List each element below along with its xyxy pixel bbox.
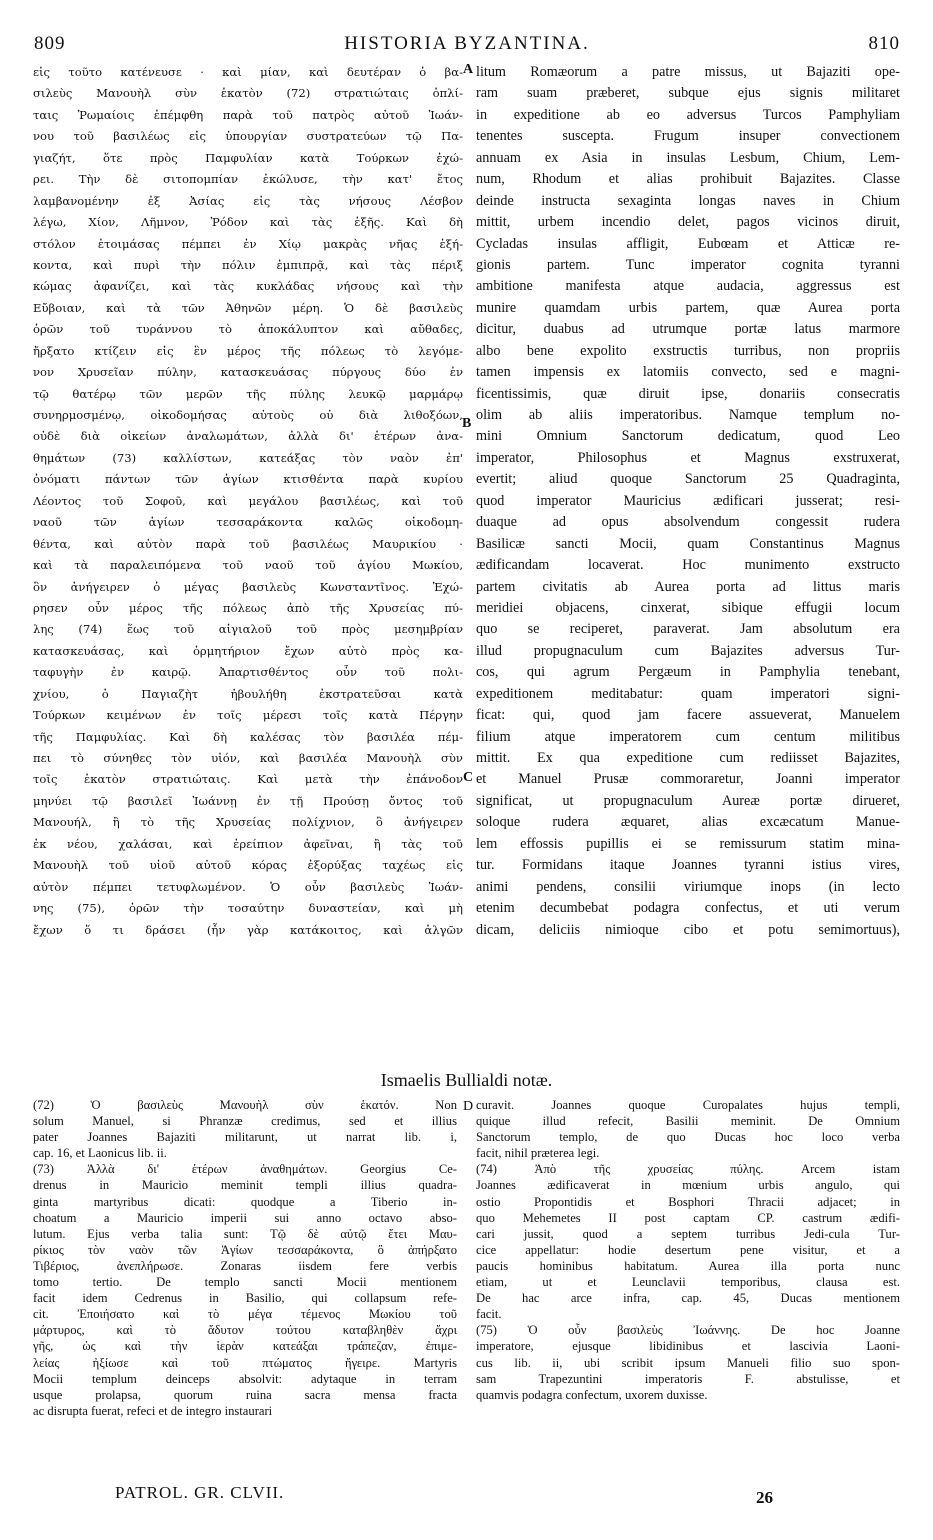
note-line-right: De hac arce infra, cap. 45, Ducas mentionem bbox=[476, 1291, 900, 1306]
note-line-right: Joannes ædificaverat in mœnium urbis angulo, qui bbox=[476, 1178, 900, 1193]
notes-right-column bbox=[476, 1097, 900, 1403]
note-line-left: cit. Ἐποιήσατο καὶ τὸ μέγα τέμενος Μωκίου τοῦ bbox=[33, 1307, 457, 1322]
note-line-right: quique illud refecit, Basilii meminit. De Omnium bbox=[476, 1114, 900, 1129]
latin-text-line: annuam ex Asia in insulas Lesbum, Chium, Lem- bbox=[476, 149, 900, 166]
greek-text-line: Τούρκων κειμένων ἐν τοῖς μέρεσι τοῖς κατὰ Πέργην bbox=[33, 708, 463, 723]
note-line-left: solum Manuel, si Phranzæ credimus, sed et illius bbox=[33, 1114, 457, 1129]
note-line-left: Mocii templum deinceps absolvit: adytaque in terram bbox=[33, 1371, 457, 1386]
latin-text-line: ficentissimis, quæ diruit ipse, donariis consecratis bbox=[476, 385, 900, 402]
greek-text-line: ὁρῶν τοῦ τυράννου τὸ ἀποκάλυπτον καὶ αὔθαδες, bbox=[33, 322, 463, 337]
note-line-right: facit. bbox=[476, 1307, 502, 1322]
note-line-right: ostio Propontidis et Bosphori Thracii adjacet; in bbox=[476, 1194, 900, 1209]
note-line-right: quamvis podagra confectum, uxorem duxisse. bbox=[476, 1387, 708, 1402]
latin-text-line: ædificandam locaverat. Hoc munimento exstructo bbox=[476, 557, 900, 574]
note-line-left: facit idem Cedrenus in Basilio, qui collapsum refe- bbox=[33, 1291, 457, 1306]
greek-text-line: νου τοῦ βασιλέως εἰς ὑπουργίαν συστρατεύων τῷ Πα- bbox=[33, 129, 463, 144]
greek-text-line: στόλον ἑτοιμάσας πέμπει ἐν Χίῳ μακρὰς νῆας ἑξή- bbox=[33, 236, 463, 251]
latin-text-line: albo bene expolito exstructis turribus, non propriis bbox=[476, 342, 900, 359]
latin-text-line: lem effossis pupillis ei se remissurum statim mina- bbox=[476, 835, 900, 852]
margin-marker-a: A bbox=[463, 62, 474, 77]
greek-text-line: λέγω, Χίον, Λῆμνον, Ῥόδον καὶ τὰς ἑξῆς. Καὶ δὴ bbox=[33, 215, 463, 230]
latin-text-line: Basilicæ sancti Mocii, quam Constantinus Magnus bbox=[476, 535, 900, 552]
notes-left-column bbox=[33, 1097, 457, 1419]
latin-text-line: num, Rhodum et alias prohibuit Bajazites. Classe bbox=[476, 171, 900, 188]
running-title: HISTORIA BYZANTINA. bbox=[344, 33, 590, 54]
latin-column bbox=[476, 62, 900, 941]
greek-text-line: χνίου, ὁ Παγιαζὴτ ἠβουλήθη ἐκστρατεῦσαι κατὰ bbox=[33, 686, 463, 701]
running-header bbox=[34, 33, 900, 57]
note-line-right: (74) Ἀπὸ τῆς χρυσείας πύλης. Arcem istam bbox=[476, 1162, 900, 1177]
latin-text-line: tenentes suscepta. Frugum insuper convectionem bbox=[476, 128, 900, 145]
note-line-left: Τιβέριος, ἀνεπλήρωσε. Zonaras iisdem fere verbis bbox=[33, 1258, 457, 1273]
latin-text-line: imperator, Philosophus et Magnus exstruxerat, bbox=[476, 449, 900, 466]
greek-text-line: ἤρξατο κτίζειν εἰς ἓν μέρος τῆς πόλεως τὸ λεγόμε- bbox=[33, 343, 463, 358]
note-line-left: ginta martyribus dicati: quodque a Tiberio in- bbox=[33, 1194, 457, 1209]
note-line-left: cap. 16, et Laonicus lib. ii. bbox=[33, 1146, 167, 1161]
latin-text-line: olim ab aliis imperatoribus. Namque templum no- bbox=[476, 407, 900, 423]
latin-text-line: expeditionem meditabatur: quam imperatori signi- bbox=[476, 685, 900, 702]
greek-text-line: τῆς Παμφυλίας. Καὶ δὴ καλέσας τὸν βασιλέα πέμ- bbox=[33, 729, 463, 744]
latin-text-line: meridiei objacens, cinxerat, sibique effugii locum bbox=[476, 599, 900, 616]
note-line-left: usque prolapsa, quorum ruina sacra mensa fracta bbox=[33, 1387, 457, 1402]
latin-text-line: gionis partem. Tunc imperator cognita tyranni bbox=[476, 256, 900, 273]
latin-text-line: quod imperator Mauricius ædificari jusserat; resi- bbox=[476, 492, 900, 509]
latin-text-line: dicitur, duabus ad utrumque portæ latus marmore bbox=[476, 321, 900, 338]
note-line-left: λείας ἠξίωσε καὶ τοῦ πτώματος ἤγειρε. Martyris bbox=[33, 1355, 457, 1370]
latin-text-line: duaque ad opus absolvendum congessit rudera bbox=[476, 514, 900, 531]
greek-text-line: ταφυγὴν ἐν καιρῷ. Ἀπαρτισθέντος οὖν τοῦ πολι- bbox=[33, 665, 463, 680]
greek-text-line: μηνύει τῷ βασιλεῖ Ἰωάννῃ ἐν τῇ Προύσῃ ὄντος τοῦ bbox=[33, 793, 463, 808]
latin-text-line: ambitione manifesta atque audacia, aggressus est bbox=[476, 278, 900, 295]
greek-text-line: Μανουήλ, ἢ τὸ τῆς Χρυσείας πολίχνιον, ὃ ἀνήγειρεν bbox=[33, 815, 463, 830]
latin-text-line: quo se reciperet, paraverat. Jam absolutum era bbox=[476, 621, 900, 638]
latin-text-line: ram suam præberet, subque ejus signis militaret bbox=[476, 85, 900, 102]
latin-text-line: Cycladas insulas affligit, Eubœam et Atticæ re- bbox=[476, 235, 900, 252]
greek-text-line: ναοῦ τῶν ἁγίων τεσσαράκοντα καλῶς οἰκοδομη- bbox=[33, 515, 463, 530]
latin-text-line: mittit. Ex qua expeditione cum rediisset Bajazites, bbox=[476, 750, 900, 766]
margin-marker-d: D bbox=[463, 1099, 474, 1114]
greek-text-line: οὐδὲ διὰ οἰκείων ἀναλωμάτων, ἀλλὰ δι' ἑτέρων ἀνα- bbox=[33, 429, 463, 444]
latin-text-line: illud propugnaculum cum Bajazites adversus Tur- bbox=[476, 642, 900, 659]
latin-text-line: mittit, urbem incendio delet, pagos vicinos diruit, bbox=[476, 214, 900, 231]
note-line-left: (72) Ὁ βασιλεὺς Μανουὴλ σὺν ἑκατόν. Non bbox=[33, 1098, 457, 1112]
greek-text-line: Εὔβοιαν, καὶ τὰ τῶν Ἀθηνῶν μέρη. Ὁ δὲ βασιλεὺς bbox=[33, 300, 463, 315]
note-line-left: μάρτυρος, καὶ τὸ ἄδυτον τούτου καταβληθὲν ἄχρι bbox=[33, 1323, 457, 1338]
greek-text-line: ταις Ῥωμαίοις ἐπέμφθη παρὰ τοῦ πατρὸς αὐτοῦ Ἰωάν- bbox=[33, 107, 463, 122]
latin-text-line: ficat: qui, quod jam facere assueverat, Manuelem bbox=[476, 707, 900, 724]
note-line-left: pater Joannes Bajaziti militarunt, ut narrat lib. i, bbox=[33, 1130, 457, 1145]
greek-text-line: συνηρμοσμένῳ, οἰκοδομήσας αὐτοὺς οὐ διὰ λιθοξόων, bbox=[33, 408, 463, 422]
note-line-right: cari jussit, quod a septem turribus Jedi-cula Tur- bbox=[476, 1226, 900, 1241]
latin-text-line: mini Omnium Sanctorum dedicatum, quod Leo bbox=[476, 428, 900, 445]
note-line-right: quo Mehemetes II post captam CP. castrum ædifi- bbox=[476, 1210, 900, 1225]
latin-text-line: animi pendens, consilii viriumque inops (in lecto bbox=[476, 878, 900, 895]
latin-text-line: deinde instructa sexaginta longas naves in Chium bbox=[476, 192, 900, 209]
latin-text-line: in expeditione ab eo adversus Turcos Pamphyliam bbox=[476, 106, 900, 123]
greek-text-line: λης (74) ἕως τοῦ αἰγιαλοῦ τοῦ πρὸς μεσημβρίαν bbox=[33, 622, 463, 637]
greek-text-line: λαμβανομένην ἐξ Ἀσίας εἰς τὰς νήσους Λέσβον bbox=[33, 193, 463, 208]
greek-text-line: τῷ θατέρῳ τῶν μερῶν τῆς πύλης λευκῷ μαρμάρῳ bbox=[33, 386, 463, 401]
footer-sheet-number: 26 bbox=[756, 1488, 773, 1507]
latin-text-line: soloque rudera æquaret, alias excæcatum Manue- bbox=[476, 814, 900, 831]
greek-column bbox=[33, 62, 463, 941]
note-line-right: paucis hominibus habitatum. Aurea illa porta nunc bbox=[476, 1258, 900, 1273]
greek-text-line: κώμας ἀφανίζει, καὶ τὰς κυκλάδας νήσους καὶ τὴν bbox=[33, 279, 463, 294]
latin-text-line: cos, qui agrum Pergæum in Pamphylia tenebant, bbox=[476, 664, 900, 681]
greek-text-line: πει τὸ σύνηθες τὸν υἱόν, καὶ βασιλέα Μανουὴλ σὺν bbox=[33, 751, 463, 765]
note-line-right: facit, nihil præterea legi. bbox=[476, 1146, 600, 1161]
greek-text-line: εἰς τοῦτο κατένευσε · καὶ μίαν, καὶ δευτέραν ὁ βα- bbox=[33, 65, 463, 79]
note-line-left: γῆς, ὡς καὶ τὴν ἱερὰν κατεάξαι τράπεζαν, ἐπιμε- bbox=[33, 1339, 457, 1354]
greek-text-line: ὃν ἀνήγειρεν ὁ μέγας βασιλεὺς Κωνσταντῖνος. Ἐχώ- bbox=[33, 579, 463, 594]
note-line-left: (73) Ἀλλὰ δι' ἑτέρων ἀναθημάτων. Georgius Ce- bbox=[33, 1162, 457, 1177]
greek-text-line: θημάτων (73) καλλίστων, κατεάξας τὸν ναὸν ἐπ' bbox=[33, 450, 463, 465]
greek-text-line: σιλεὺς Μανουὴλ σὺν ἑκατὸν (72) στρατιώταις ὁπλί- bbox=[33, 86, 463, 101]
page-number-left: 809 bbox=[34, 33, 66, 54]
greek-text-line: Μανουὴλ τοῦ υἱοῦ αὐτοῦ κόρας ἐξορύξας ταχέως εἰς bbox=[33, 858, 463, 873]
latin-text-line: partem civitatis ab Aurea porta ad littus maris bbox=[476, 578, 900, 595]
note-line-right: etiam, ut et Leunclavii temporibus, clausa est. bbox=[476, 1275, 900, 1290]
greek-text-line: ἐκ νέου, χαλάσαι, καὶ ἐρείπιον ἀφεῖναι, ἢ τὰς τοῦ bbox=[33, 836, 463, 851]
latin-text-line: etenim decumbebat podagra confectus, et uti verum bbox=[476, 900, 900, 917]
note-line-right: Sanctorum templo, de quo Ducas hoc loco verba bbox=[476, 1130, 900, 1145]
note-line-left: choatum a Mauricio imperii sui anno octavo abso- bbox=[33, 1210, 457, 1225]
note-line-right: cus lib. ii, ubi scribit ipsum Manueli filio suo spon- bbox=[476, 1355, 900, 1370]
note-line-left: lutum. Ejus verba talia sunt: Τῷ δὲ αὐτῷ ἔτει Μαυ- bbox=[33, 1226, 457, 1241]
footer-signature: PATROL. GR. CLVII. bbox=[115, 1483, 285, 1502]
greek-text-line: θέντα, καὶ αὐτὸν παρὰ τοῦ βασιλέως Μαυρικίου · bbox=[33, 536, 463, 551]
greek-text-line: τοῖς ἑκατὸν στρατιώταις. Καὶ μετὰ τὴν ἐπάνοδον bbox=[33, 772, 463, 787]
note-line-right: imperatore, ejusque libidinibus et lascivia Laoni- bbox=[476, 1339, 900, 1354]
margin-marker-c: C bbox=[463, 770, 474, 785]
greek-text-line: Λέοντος τοῦ Σοφοῦ, καὶ μεγάλου βασιλέως, καὶ τοῦ bbox=[33, 493, 463, 508]
greek-text-line: αὐτὸν πέμπει τετυφλωμένον. Ὁ οὖν βασιλεὺς Ἰωάν- bbox=[33, 879, 463, 894]
note-line-left: ρίκιος τὸν ναὸν τῶν Ἁγίων τεσσαράκοντα, ὃ ἀπήρξατο bbox=[33, 1242, 457, 1257]
notes-title: Ismaelis Bullialdi notæ. bbox=[380, 1070, 553, 1090]
note-line-right: curavit. Joannes quoque Curopalates hujus templi, bbox=[476, 1098, 900, 1112]
note-line-left: tomo tertio. De templo sancti Mocii mentionem bbox=[33, 1275, 457, 1290]
latin-text-line: significat, ut propugnaculum Aureæ portæ dirueret, bbox=[476, 792, 900, 809]
greek-text-line: κατασκευάσας, καὶ ὁρμητήριον ἔχων αὐτὸ πρὸς κα- bbox=[33, 643, 463, 658]
greek-text-line: γιαζήτ, ὅτε πρὸς Παμφυλίαν κατὰ Τούρκων ἐχώ- bbox=[33, 150, 463, 165]
latin-text-line: litum Romæorum a patre missus, ut Bajaziti ope- bbox=[476, 64, 900, 80]
margin-marker-b: B bbox=[462, 416, 472, 431]
latin-text-line: dicam, deliciis nimioque cibo et potu semimortuus), bbox=[476, 921, 900, 938]
latin-text-line: munire quamdam urbis partem, quæ Aurea porta bbox=[476, 299, 900, 316]
greek-text-line: ρησεν οὖν μέρος τῆς πόλεως ἀπὸ τῆς Χρυσείας πύ- bbox=[33, 600, 463, 615]
latin-text-line: tur. Formidans itaque Joannes tyranni istius vires, bbox=[476, 857, 900, 874]
note-line-right: sam Trapezuntini imperatoris F. abstulisse, et bbox=[476, 1371, 900, 1386]
greek-text-line: ὀνόματι πάντων τῶν ἁγίων κτισθέντα παρὰ κυρίου bbox=[33, 472, 463, 487]
greek-text-line: ἔχων ὅ τι δράσει (ἦν γὰρ κατάκοιτος, καὶ ἀλγῶν bbox=[33, 922, 463, 937]
latin-text-line: tamen impensis ex latomiis convecto, sed e magni- bbox=[476, 364, 900, 381]
greek-text-line: νον Χρυσεῖαν πύλην, κατασκευάσας πύργους δύο ἐν bbox=[33, 365, 463, 380]
greek-text-line: νης (75), ὁρῶν τὴν τοσαύτην δυναστείαν, καὶ μὴ bbox=[33, 901, 463, 916]
note-line-left: ac disrupta fuerat, refeci et de integro instaurari bbox=[33, 1403, 273, 1418]
note-line-right: (75) Ὁ οὖν βασιλεὺς Ἰωάννης. De hoc Joanne bbox=[476, 1323, 900, 1338]
greek-text-line: ρει. Τὴν δὲ σιτοπομπίαν ἐκώλυσε, τὴν κατ' ἔτος bbox=[33, 172, 463, 187]
greek-text-line: καὶ τὰ παραλειπόμενα τοῦ ναοῦ τοῦ ἁγίου Μωκίου, bbox=[33, 558, 463, 573]
greek-text-line: κοντα, καὶ πυρὶ τὴν πόλιν ἐμπιπρᾷ, καὶ τὰς πέριξ bbox=[33, 257, 463, 272]
latin-text-line: evertit; aliud quoque Sanctorum 25 Quadraginta, bbox=[476, 471, 900, 488]
latin-text-line: filium atque imperatorem cum centum militibus bbox=[476, 728, 900, 745]
note-line-left: drenus in Mauricio meminit templi illius quadra- bbox=[33, 1178, 457, 1193]
latin-text-line: et Manuel Prusæ commoraretur, Joanni imperator bbox=[476, 771, 900, 788]
note-line-right: cice appellatur: hodie desertum pene visitur, et a bbox=[476, 1242, 900, 1257]
page-number-right: 810 bbox=[868, 33, 900, 54]
